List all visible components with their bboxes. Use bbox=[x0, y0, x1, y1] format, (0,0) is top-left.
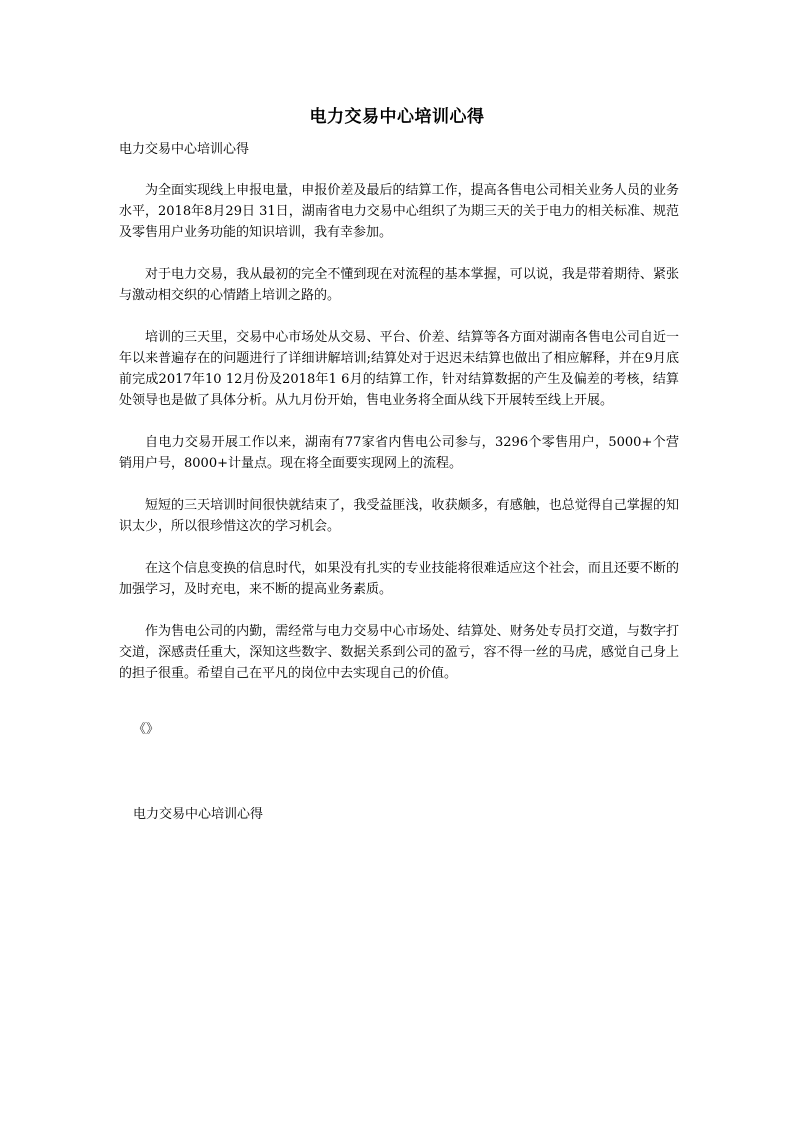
document-body bbox=[119, 180, 679, 705]
empty-title-marks: 《》 bbox=[133, 722, 160, 737]
document-title: 电力交易中心培训心得 bbox=[309, 107, 485, 127]
paragraph-1: 为全面实现线上申报电量，申报价差及最后的结算工作，提高各售电公司相关业务人员的业务水平，2018年8月29日 31日，湖南省电力交易中心组织了为期三天的关于电力的相关标准、规范及零售用户业务功能的知识培训，我有幸参加。 bbox=[119, 183, 679, 240]
paragraph-6: 在这个信息变换的信息时代，如果没有扎实的专业技能将很难适应这个社会，而且还要不断的加强学习，及时充电，来不断的提高业务素质。 bbox=[119, 561, 679, 597]
paragraph-4: 自电力交易开展工作以来，湖南有77家省内售电公司参与，3296个零售用户，5000+个营销用户号，8000+计量点。现在将全面要实现网上的流程。 bbox=[119, 435, 679, 471]
document-subtitle: 电力交易中心培训心得 bbox=[119, 142, 250, 157]
paragraph-3: 培训的三天里，交易中心市场处从交易、平台、价差、结算等各方面对湖南各售电公司自近一年以来普遍存在的问题进行了详细讲解培训;结算处对于迟迟未结算也做出了相应解释，并在9月底前完成2017年10 12月份及2018年1 6月的结算工作，针对结算数据的产生及偏差的考核，结算处领导也是做了具体分析。从九月份开始，售电业务将全面从线下开展转至线上开展。 bbox=[119, 330, 679, 408]
paragraph-7: 作为售电公司的内勤，需经常与电力交易中心市场处、结算处、财务处专员打交道，与数字打交道，深感责任重大，深知这些数字、数据关系到公司的盈亏，容不得一丝的马虎，感觉自己身上的担子很重。希望自己在平凡的岗位中去实现自己的价值。 bbox=[119, 624, 679, 681]
footer-text: 电力交易中心培训心得 bbox=[133, 807, 264, 822]
paragraph-2: 对于电力交易，我从最初的完全不懂到现在对流程的基本掌握，可以说，我是带着期待、紧张与激动相交织的心情踏上培训之路的。 bbox=[119, 267, 679, 303]
paragraph-5: 短短的三天培训时间很快就结束了，我受益匪浅，收获颇多，有感触，也总觉得自己掌握的知识太少，所以很珍惜这次的学习机会。 bbox=[119, 498, 679, 534]
